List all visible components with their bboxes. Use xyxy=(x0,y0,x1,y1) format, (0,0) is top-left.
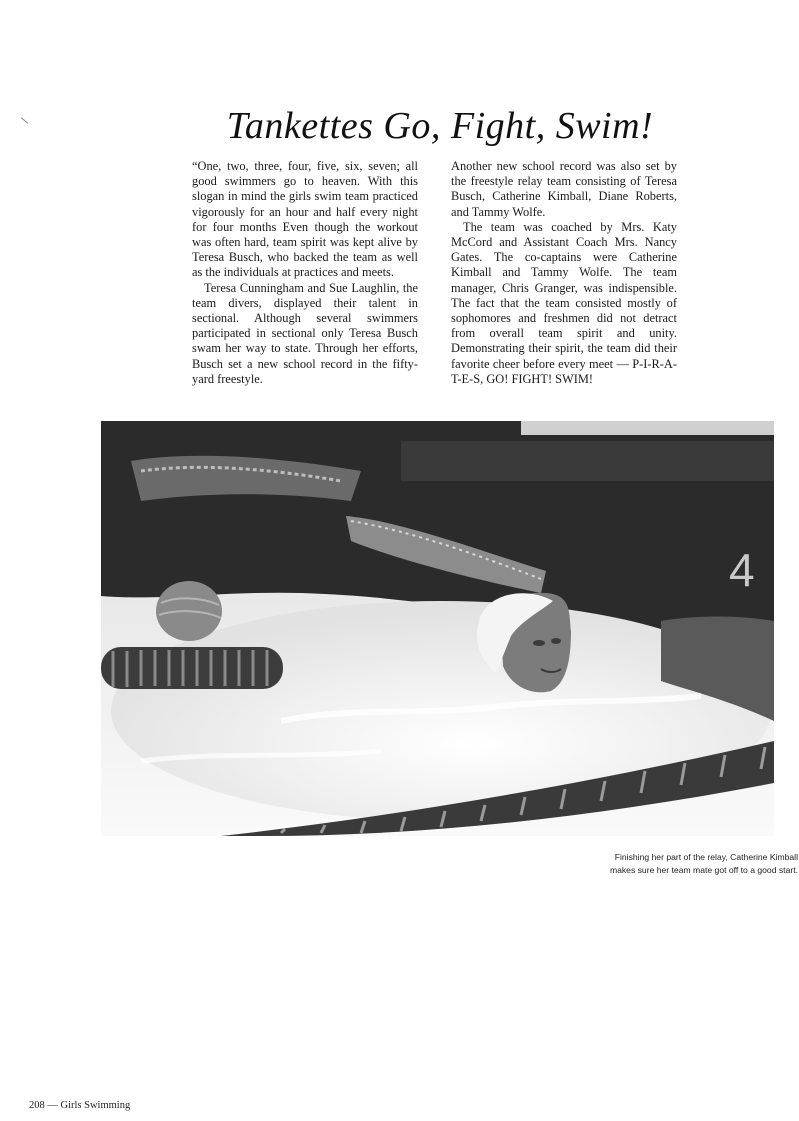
article-column-right xyxy=(451,159,677,387)
photo-caption xyxy=(548,851,798,877)
caption-line: makes sure her team mate got off to a good start. xyxy=(609,865,798,875)
lane-number: 4 xyxy=(729,544,755,596)
swim-photo xyxy=(101,421,774,836)
page-footer: 208 — Girls Swimming xyxy=(29,1100,131,1111)
article-paragraph: The team was coached by Mrs. Katy McCord and Assistant Coach Mrs. Nancy Gates. The co-captains were Catherine Kimball and Tammy Wolfe. The team manager, Chris Granger, was indispensible. The fact that the team consisted mostly of sophomores and freshmen did not detract from overall team spirit and unity. Demonstrating their spirit, the team did their favorite cheer before every meet — P-I-R-A-T-E-S, GO! FIGHT! SWIM! xyxy=(451,219,677,386)
lane-rope-left xyxy=(101,647,283,689)
article-paragraph: “One, two, three, four, five, six, seven; all good swimmers go to heaven. With this slogan in mind the girls swim team practiced vigorously for an hour and half every night for four months Even though the workout was often hard, team spirit was kept alive by Teresa Busch, who backed the team as well as the individuals at practices and meets. xyxy=(192,159,418,280)
article-column-left xyxy=(192,159,418,387)
article-paragraph: Another new school record was also set by the freestyle relay team consisting of Teresa Busch, Catherine Kimball, Diane Roberts, and Tammy Wolfe. xyxy=(451,159,677,219)
article-paragraph: Teresa Cunningham and Sue Laughlin, the team divers, displayed their talent in sectional. Although several swimmers participated in sectional only Teresa Busch swam her way to state. Through her efforts, Busch set a new school record in the fifty-yard freestyle. xyxy=(192,280,418,386)
margin-mark xyxy=(21,117,29,124)
page-title: Tankettes Go, Fight, Swim! xyxy=(226,105,654,147)
caption-line: Finishing her part of the relay, Catherine Kimball xyxy=(614,852,798,862)
